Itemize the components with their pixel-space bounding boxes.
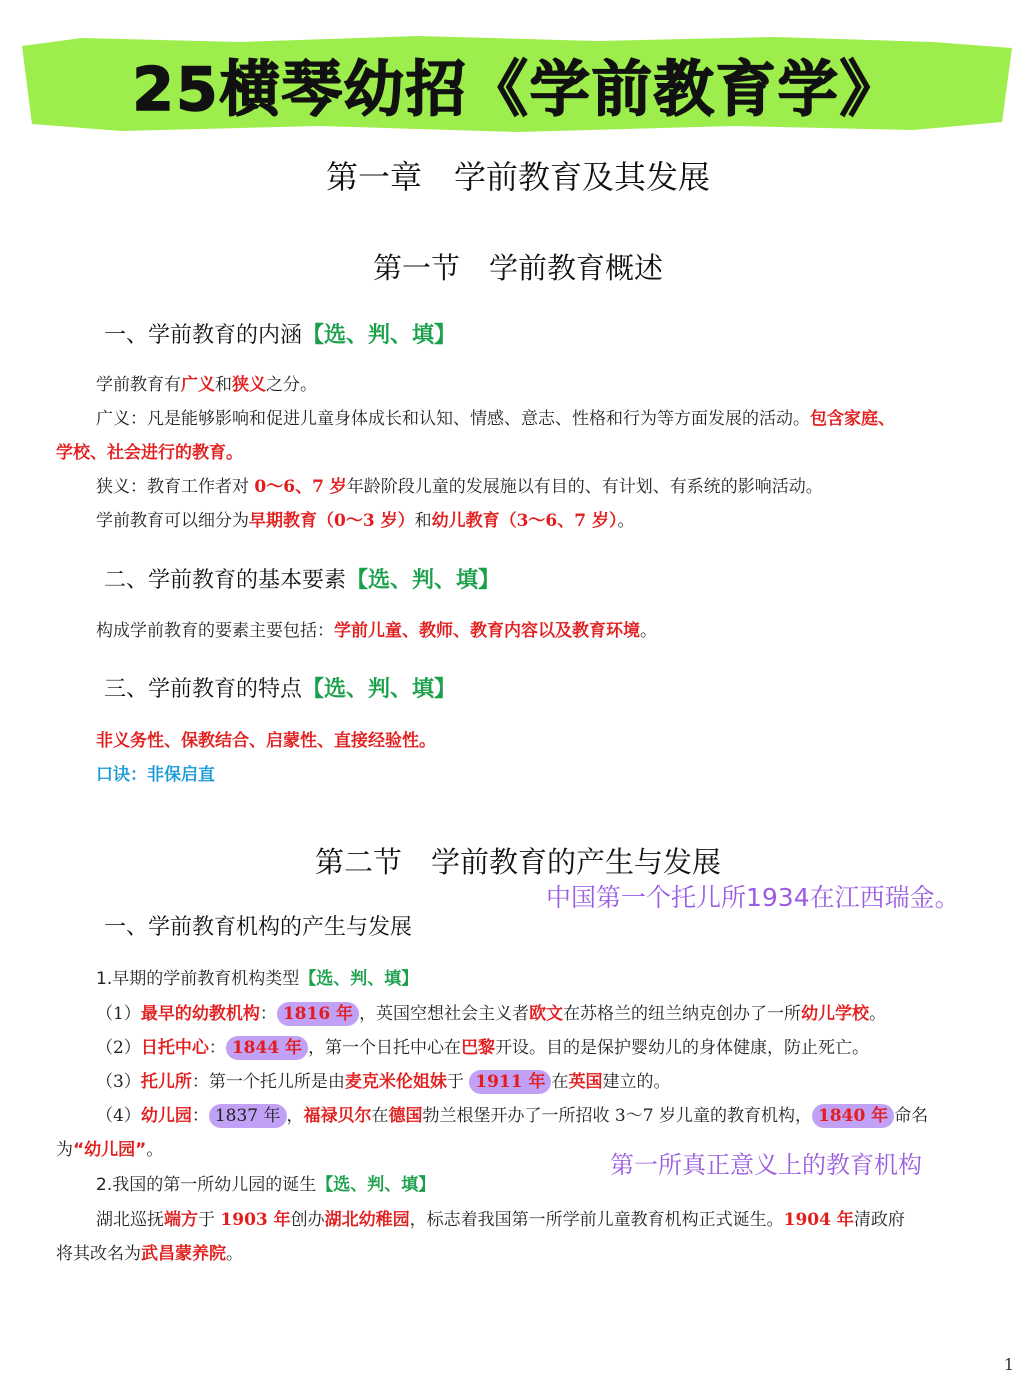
item-kindergarten: （4）幼儿园： 1837 年 ，福禄贝尔在德国勃兰根堡开办了一所招收 3～7 岁儿童的教育机构， 1840 年 命名 [96, 1106, 929, 1126]
page-number: 1 [1003, 1355, 1014, 1374]
paragraph-hubei-kindergarten-cont: 将其改名为武昌蒙养院。 [56, 1244, 243, 1264]
paragraph-broad-definition: 广义：凡是能够影响和促进儿童身体成长和认知、情感、意志、性格和行为等方面发展的活动。包含家庭、 [96, 409, 895, 429]
item-day-care: （2）日托中心： 1844 年 ，第一个日托中心在巴黎开设。目的是保护婴幼儿的身体健康，防止死亡。 [96, 1038, 870, 1058]
handwritten-note-first-institution: 第一所真正意义上的教育机构 [610, 1151, 922, 1179]
subheading-first-kindergarten: 2.我国的第一所幼儿园的诞生【选、判、填】 [96, 1175, 436, 1195]
paragraph-hubei-kindergarten: 湖北巡抚端方于 1903 年创办湖北幼稚园，标志着我国第一所学前儿童教育机构正式诞生。1904 年清政府 [96, 1210, 905, 1230]
subheading-early-types: 1.早期的学前教育机构类型【选、判、填】 [96, 969, 419, 989]
section1-title: 第一节 学前教育概述 [372, 251, 663, 285]
paragraph-broad-definition-cont: 学校、社会进行的教育。 [56, 443, 243, 463]
paragraph-broad-narrow: 学前教育有广义和狭义之分。 [96, 375, 317, 395]
handwritten-note-nursery: 中国第一个托儿所1934在江西瑞金。 [546, 883, 960, 912]
paragraph-mnemonic: 口诀：非保启直 [96, 765, 215, 785]
heading-connotation: 一、学前教育的内涵【选、判、填】 [104, 323, 457, 348]
paragraph-subdivision: 学前教育可以细分为早期教育（0～3 岁）和幼儿教育（3～6、7 岁）。 [96, 511, 635, 531]
item-kindergarten-cont: 为“幼儿园”。 [56, 1140, 164, 1160]
chapter-title: 第一章 学前教育及其发展 [325, 158, 710, 196]
paragraph-features: 非义务性、保教结合、启蒙性、直接经验性。 [96, 731, 436, 751]
heading-elements: 二、学前教育的基本要素【选、判、填】 [104, 568, 501, 593]
paragraph-elements: 构成学前教育的要素主要包括：学前儿童、教师、教育内容以及教育环境。 [96, 621, 657, 641]
heading-features: 三、学前教育的特点【选、判、填】 [104, 677, 457, 702]
section2-title: 第二节 学前教育的产生与发展 [314, 845, 721, 879]
item-nursery: （3）托儿所：第一个托儿所是由麦克米伦姐妹于 1911 年 在英国建立的。 [96, 1072, 671, 1092]
paragraph-narrow-definition: 狭义：教育工作者对 0～6、7 岁年龄阶段儿童的发展施以有目的、有计划、有系统的影响活动。 [96, 477, 823, 497]
banner-title: 25横琴幼招《学前教育学》 [132, 55, 902, 125]
title-banner [22, 34, 1012, 134]
heading-institutions: 一、学前教育机构的产生与发展 [104, 915, 413, 940]
item-earliest-institution: （1）最早的幼教机构： 1816 年 ，英国空想社会主义者欧文在苏格兰的纽兰纳克创办了一所幼儿学校。 [96, 1004, 887, 1024]
